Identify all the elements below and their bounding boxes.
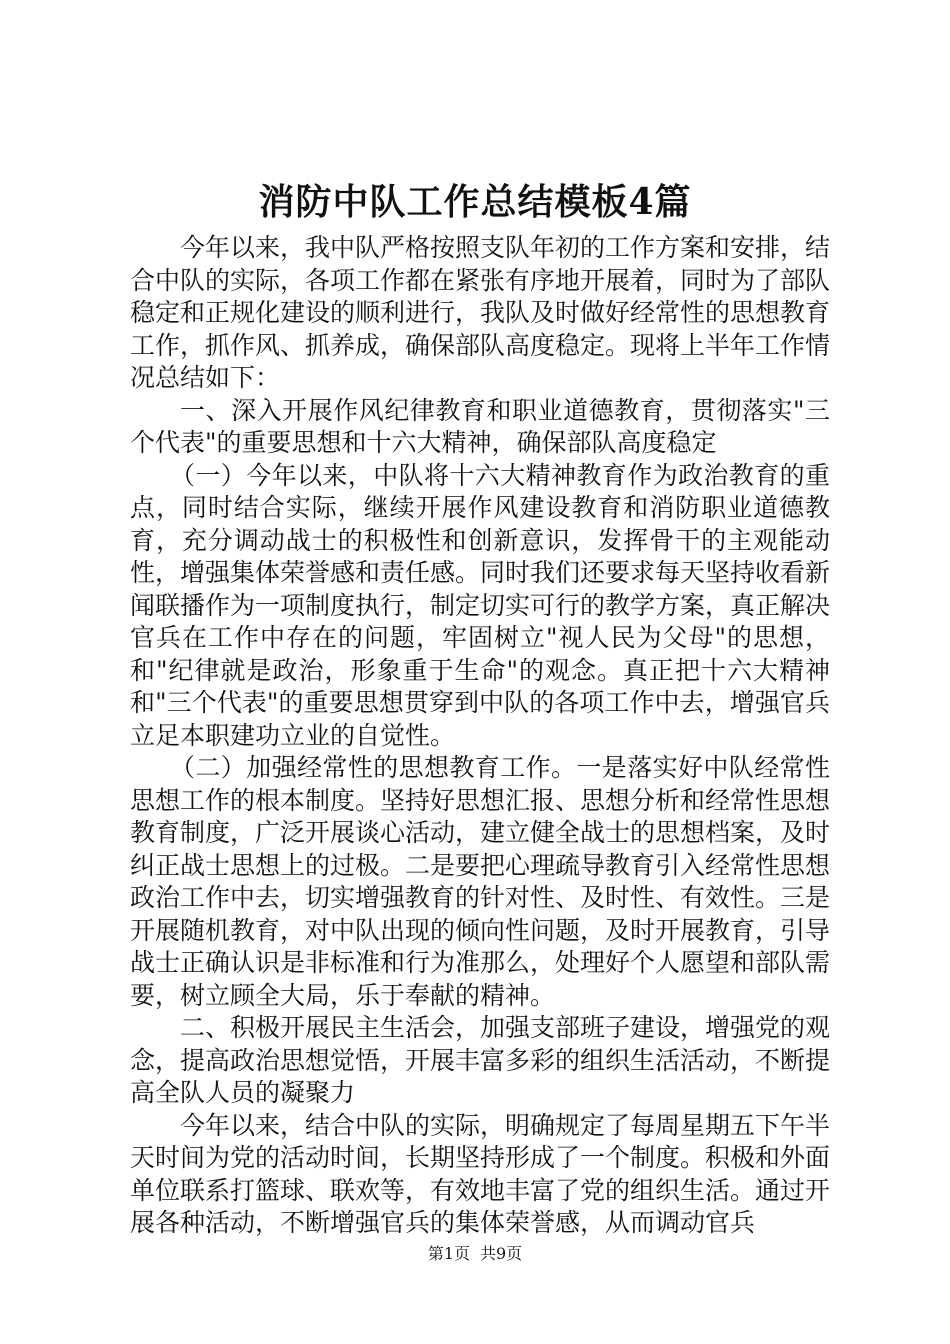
paragraph-section-2-body: 今年以来，结合中队的实际，明确规定了每周星期五下午半天时间为党的活动时间，长期坚持形成了一个制度。积极和外面单位联系打篮球、联欢等，有效地丰富了党的组织生活。通过开展各种活动，不断增强官兵的集体荣誉感，从而调动官兵 xyxy=(130,1110,831,1237)
page-total: 共9页 xyxy=(480,1244,523,1263)
paragraph-subsection-2: （二）加强经常性的思想教育工作。一是落实好中队经常性思想工作的根本制度。坚持好思想汇报、思想分析和经常性思想教育制度，广泛开展谈心活动，建立健全战士的思想档案，及时纠正战士思想上的过极。二是要把心理疏导教育引入经常性思想政治工作中去，切实增强教育的针对性、及时性、有效性。三是开展随机教育，对中队出现的倾向性问题，及时开展教育，引导战士正确认识是非标准和行为准那么，处理好个人愿望和部队需要，树立顾全大局，乐于奉献的精神。 xyxy=(130,753,831,1010)
document-title: 消防中队工作总结模板4篇 xyxy=(258,181,692,223)
paragraph-subsection-1: （一）今年以来，中队将十六大精神教育作为政治教育的重点，同时结合实际，继续开展作风建设教育和消防职业道德教育，充分调动战士的积极性和创新意识，发挥骨干的主观能动性，增强集体荣誉感和责任感。同时我们还要求每天坚持收看新闻联播作为一项制度执行，制定切实可行的教学方案，真正解决官兵在工作中存在的问题，牢固树立"视人民为父母"的思想，和"纪律就是政治，形象重于生命"的观念。真正把十六大精神和"三个代表"的重要思想贯穿到中队的各项工作中去，增强官兵立足本职建功立业的自觉性。 xyxy=(130,460,831,750)
section-heading-1: 一、深入开展作风纪律教育和职业道德教育，贯彻落实"三个代表"的重要思想和十六大精神，确保部队高度稳定 xyxy=(130,395,830,457)
section-heading-2: 二、积极开展民主生活会，加强支部班子建设，增强党的观念，提高政治思想觉悟，开展丰富多彩的组织生活活动，不断提高全队人员的凝聚力 xyxy=(130,1013,831,1107)
page-number: 第1页 xyxy=(427,1244,470,1263)
paragraph-intro: 今年以来，我中队严格按照支队年初的工作方案和安排，结合中队的实际，各项工作都在紧张有序地开展着，同时为了部队稳定和正规化建设的顺利进行，我队及时做好经常性的思想教育工作，抓作风、抓养成，确保部队高度稳定。现将上半年工作情况总结如下： xyxy=(130,233,831,392)
page-footer xyxy=(0,1244,950,1264)
document-body xyxy=(130,232,830,1240)
